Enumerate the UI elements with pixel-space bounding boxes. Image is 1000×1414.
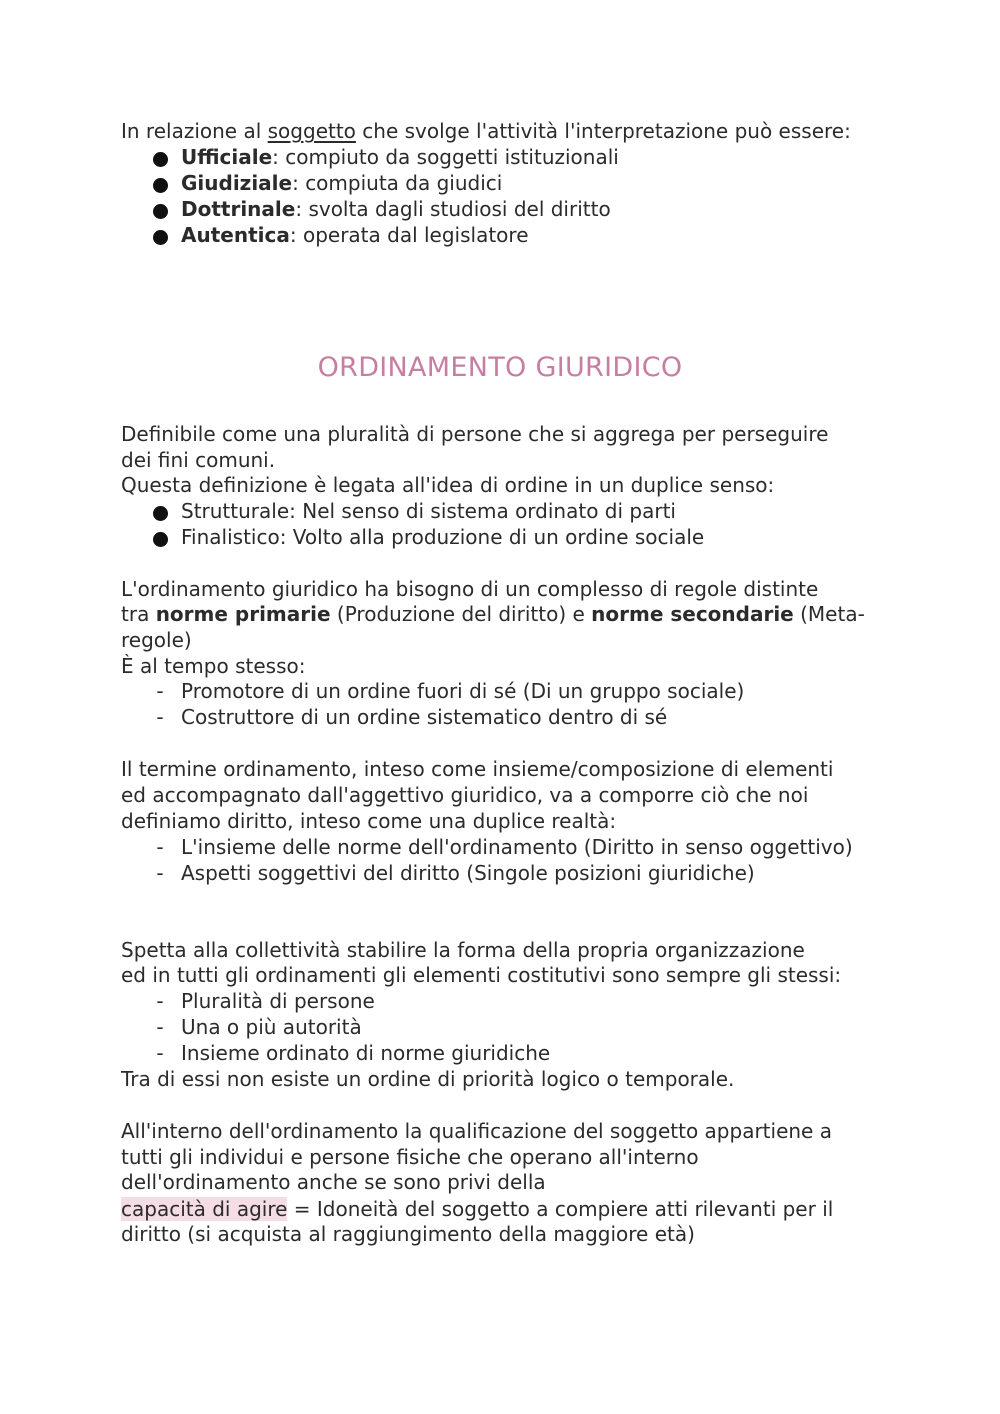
text: (Meta- xyxy=(793,602,865,626)
term-definition: : compiuta da giudici xyxy=(292,171,503,195)
paragraph-line: Il termine ordinamento, inteso come insieme/composizione di elementi xyxy=(121,757,834,781)
intro-text: In relazione al xyxy=(121,119,268,143)
intro-text-end: che svolge l'attività l'interpretazione può essere: xyxy=(355,119,851,143)
paragraph-line: regole) xyxy=(121,628,192,652)
underlined-term: soggetto xyxy=(267,119,356,143)
paragraph-line: È al tempo stesso: xyxy=(121,654,306,678)
intro-line xyxy=(121,118,851,144)
term-bold: Ufficiale xyxy=(181,145,273,169)
term-bold: norme secondarie xyxy=(591,602,794,626)
paragraph-line: Questa definizione è legata all'idea di ordine in un duplice senso: xyxy=(121,473,775,497)
dash-icon: - xyxy=(156,989,164,1013)
list-item xyxy=(181,196,611,222)
list-item xyxy=(181,170,502,196)
paragraph-line: definiamo diritto, inteso come una duplice realtà: xyxy=(121,809,617,833)
bullet-icon xyxy=(149,172,171,198)
dash-icon: - xyxy=(156,1041,164,1065)
dash-icon: - xyxy=(156,1015,164,1039)
paragraph-line: Spetta alla collettività stabilire la forma della propria organizzazione xyxy=(121,938,805,962)
dash-icon: - xyxy=(156,705,164,729)
bullet-icon xyxy=(149,198,171,224)
paragraph-line: tutti gli individui e persone fisiche che operano all'interno xyxy=(121,1145,699,1169)
list-item: Una o più autorità xyxy=(181,1015,362,1039)
text: = Idoneità del soggetto a compiere atti rilevanti per il xyxy=(287,1197,834,1221)
paragraph-line xyxy=(121,1196,833,1222)
paragraph-line: Definibile come una pluralità di persone che si aggrega per perseguire xyxy=(121,422,829,446)
list-item xyxy=(181,222,529,248)
list-item: Finalistico: Volto alla produzione di un ordine sociale xyxy=(181,525,705,549)
list-item: Costruttore di un ordine sistematico dentro di sé xyxy=(181,705,668,729)
term-bold: norme primarie xyxy=(155,602,331,626)
paragraph-line xyxy=(121,601,865,627)
bullet-icon xyxy=(149,224,171,250)
term-definition: : operata dal legislatore xyxy=(289,223,529,247)
list-item: Pluralità di persone xyxy=(181,989,375,1013)
list-item: Insieme ordinato di norme giuridiche xyxy=(181,1041,551,1065)
paragraph-line: diritto (si acquista al raggiungimento della maggiore età) xyxy=(121,1222,695,1246)
term-bold: Dottrinale xyxy=(181,197,296,221)
paragraph-line: L'ordinamento giuridico ha bisogno di un complesso di regole distinte xyxy=(121,577,819,601)
dash-icon: - xyxy=(156,835,164,859)
list-item: Strutturale: Nel senso di sistema ordinato di parti xyxy=(181,499,676,523)
text: tra xyxy=(121,602,156,626)
paragraph-line: All'interno dell'ordinamento la qualificazione del soggetto appartiene a xyxy=(121,1119,832,1143)
bullet-icon xyxy=(149,146,171,172)
list-item: Aspetti soggettivi del diritto (Singole posizioni giuridiche) xyxy=(181,861,755,885)
paragraph-line: Tra di essi non esiste un ordine di priorità logico o temporale. xyxy=(121,1067,735,1091)
list-item xyxy=(181,144,619,170)
term-definition: : compiuto da soggetti istituzionali xyxy=(272,145,619,169)
paragraph-line: ed in tutti gli ordinamenti gli elementi costitutivi sono sempre gli stessi: xyxy=(121,963,842,987)
highlighted-term: capacità di agire xyxy=(121,1197,288,1221)
paragraph-line: ed accompagnato dall'aggettivo giuridico, va a comporre ciò che noi xyxy=(121,783,809,807)
paragraph-line: dell'ordinamento anche se sono privi della xyxy=(121,1170,546,1194)
bullet-icon xyxy=(149,500,171,526)
section-title: ORDINAMENTO GIURIDICO xyxy=(317,352,683,383)
text: (Produzione del diritto) e xyxy=(330,602,592,626)
list-item: Promotore di un ordine fuori di sé (Di un gruppo sociale) xyxy=(181,679,745,703)
bullet-icon xyxy=(149,526,171,552)
term-bold: Autentica xyxy=(181,223,290,247)
list-item: L'insieme delle norme dell'ordinamento (Diritto in senso oggettivo) xyxy=(181,835,853,859)
term-definition: : svolta dagli studiosi del diritto xyxy=(295,197,611,221)
paragraph-line: dei fini comuni. xyxy=(121,448,276,472)
dash-icon: - xyxy=(156,861,164,885)
dash-icon: - xyxy=(156,679,164,703)
term-bold: Giudiziale xyxy=(181,171,293,195)
